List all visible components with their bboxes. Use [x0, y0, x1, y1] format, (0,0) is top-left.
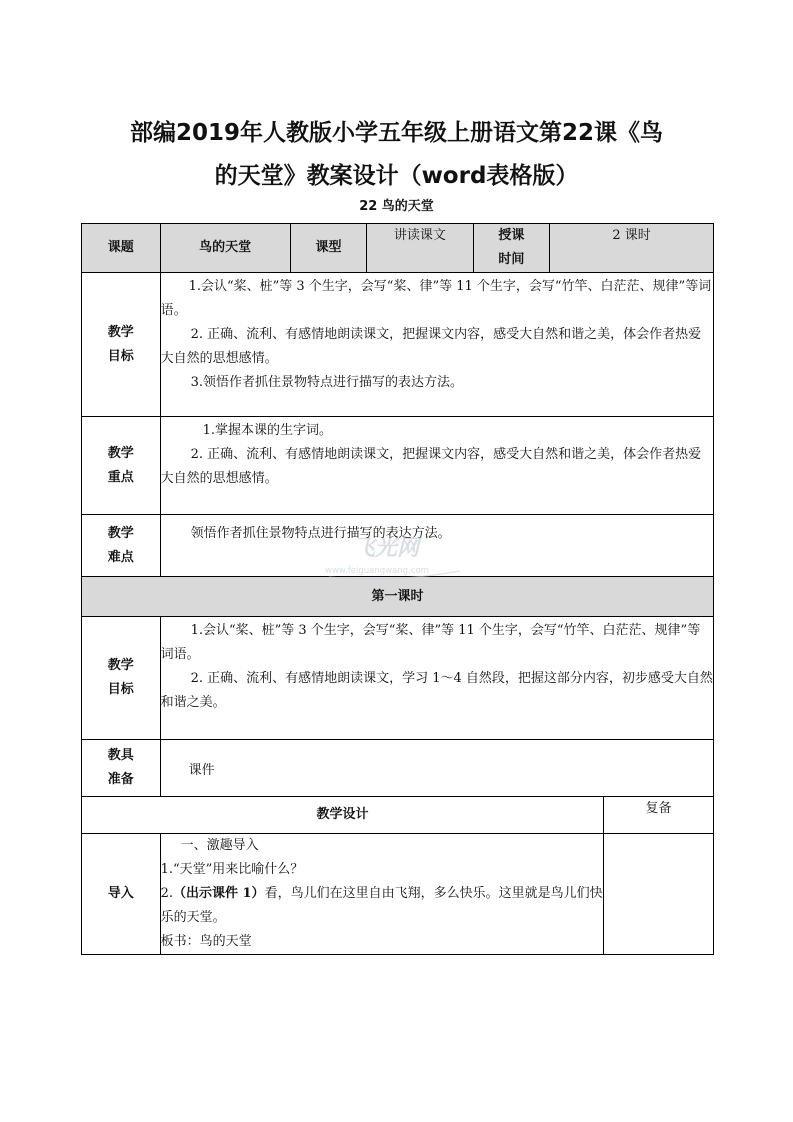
- type-label: 课型: [290, 224, 366, 273]
- time-value: [550, 224, 714, 273]
- document-title-line-2: 的天堂》教案设计（word表格版）: [214, 163, 579, 189]
- intro-label: 导入: [82, 834, 161, 955]
- tools-content: [160, 740, 713, 797]
- time-label-line-1: 授课: [498, 228, 525, 243]
- goals-row: [82, 273, 714, 417]
- intro-q2-courseware: （出示课件 1）: [172, 886, 265, 901]
- intro-row: [82, 834, 714, 955]
- watermark-text: 飞光网: [353, 536, 420, 561]
- focus-row: [82, 417, 714, 515]
- type-value: [367, 224, 474, 273]
- document-title-line-1: 部编2019年人教版小学五年级上册语文第22课《鸟: [129, 120, 664, 146]
- lesson-goals-label-line-2: 目标: [107, 682, 134, 697]
- intro-q2-prefix: 2.: [160, 886, 173, 901]
- tools-label: [82, 740, 161, 797]
- header-row: [82, 224, 714, 273]
- difficulty-row: [82, 515, 714, 577]
- focus-item: 2. 正确、流利、有感情地朗读课文，把握课文内容，感受大自然和谐之美，体会作者热爱大自然的思想感情。: [160, 447, 702, 486]
- watermark-url: www.feiguangwang.com: [325, 566, 429, 576]
- goal-item: 1.会认“桨、桩”等 3 个生字，会写“桨、律”等 11 个生字，会写“竹竿、白茫茫、规律”等词语。: [160, 279, 712, 318]
- lesson-goal-item: 1.会认“桨、桩”等 3 个生字，会写“桨、律”等 11 个生字，会写“竹竿、白茫茫、规律”等词语。: [160, 623, 701, 662]
- lesson-plan-table: [81, 223, 714, 955]
- lesson-goals-row: [82, 617, 714, 740]
- intro-heading: 一、激趣导入: [180, 838, 259, 853]
- section-title: 第一课时: [82, 577, 714, 617]
- difficulty-label: [82, 515, 161, 577]
- topic-value: 鸟的天堂: [160, 224, 290, 273]
- intro-board-note: 板书：鸟的天堂: [160, 934, 252, 949]
- intro-question-2: [161, 882, 603, 930]
- lesson-subtitle: 22 鸟的天堂: [359, 199, 434, 214]
- time-label-line-2: 时间: [498, 252, 525, 267]
- goals-label: [82, 273, 161, 417]
- review-heading: 复备: [603, 797, 713, 834]
- intro-question-1: 1.“天堂”用来比喻什么？: [160, 862, 304, 877]
- difficulty-label-line-1: 教学: [107, 525, 134, 541]
- intro-q2-text: 看，鸟儿们在这里自由飞翔，多么快乐。这里就是鸟儿们快乐的天堂。: [160, 886, 603, 925]
- topic-label: 课题: [82, 224, 161, 273]
- goal-item: 2. 正确、流利、有感情地朗读课文，把握课文内容，感受大自然和谐之美，体会作者热爱大自然的思想感情。: [160, 327, 702, 366]
- focus-label: [82, 417, 161, 515]
- goal-item: 3.领悟作者抓住景物特点进行描写的表达方法。: [190, 375, 463, 390]
- lesson-goals-label: [82, 617, 161, 740]
- goals-content: [160, 273, 713, 417]
- tools-label-line-1: 教具: [107, 748, 134, 763]
- lesson-goal-item: 2. 正确、流利、有感情地朗读课文，学习 1～4 自然段，把握这部分内容，初步感受大自然和谐之美。: [160, 671, 713, 710]
- focus-content: [160, 417, 713, 515]
- goals-label-line-1: 教学: [107, 324, 134, 340]
- lesson-goals-content: [160, 617, 713, 740]
- tools-text: 课件: [188, 762, 215, 778]
- difficulty-label-line-2: 难点: [107, 549, 134, 565]
- tools-label-line-2: 准备: [107, 772, 134, 787]
- difficulty-content: [160, 515, 713, 577]
- time-label: [473, 224, 549, 273]
- intro-content: [160, 834, 603, 955]
- focus-label-line-1: 教学: [107, 445, 134, 461]
- time-value-text: 2 课时: [612, 228, 651, 243]
- focus-label-line-2: 重点: [107, 469, 134, 485]
- lesson-goals-label-line-1: 教学: [107, 658, 134, 673]
- type-value-text: 讲读课文: [393, 228, 446, 243]
- focus-item: 1.掌握本课的生字词。: [202, 423, 332, 438]
- difficulty-text: 领悟作者抓住景物特点进行描写的表达方法。: [190, 526, 451, 541]
- intro-review-cell: [603, 834, 713, 955]
- section-row: [82, 577, 714, 617]
- goals-label-line-2: 目标: [107, 348, 134, 364]
- design-header-row: [82, 797, 714, 834]
- design-heading: 教学设计: [82, 797, 604, 834]
- tools-row: [82, 740, 714, 797]
